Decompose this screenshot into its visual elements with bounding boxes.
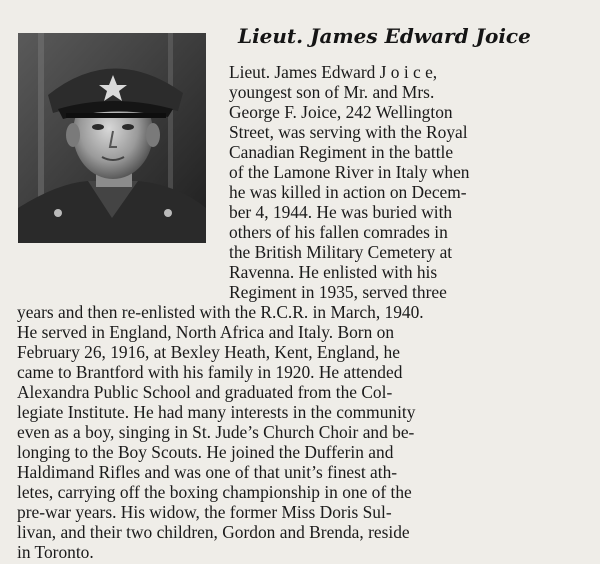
- portrait-photo: [18, 33, 206, 243]
- body-line: Lieut. James Edward J o i c e,: [229, 62, 438, 82]
- body-line: years and then re-enlisted with the R.C.R. in March, 1940.: [17, 302, 424, 322]
- body-line: Ravenna. He enlisted with his: [229, 262, 438, 282]
- body-line: He served in England, North Africa and Italy. Born on: [17, 322, 395, 342]
- body-line: Haldimand Rifles and was one of that unit’s finest ath-: [17, 462, 398, 482]
- body-line: Street, was serving with the Royal: [229, 122, 468, 142]
- body-line: letes, carrying off the boxing championship in one of the: [17, 482, 412, 502]
- body-line: ber 4, 1944. He was buried with: [229, 202, 453, 222]
- body-line: he was killed in action on Decem-: [229, 182, 467, 202]
- body-line: others of his fallen comrades in: [229, 222, 448, 242]
- body-line: legiate Institute. He had many interests in the community: [17, 402, 416, 422]
- body-line: February 26, 1916, at Bexley Heath, Kent, England, he: [17, 342, 400, 362]
- body-line: youngest son of Mr. and Mrs.: [229, 82, 435, 102]
- memorial-title: Lieut. James Edward Joice: [238, 24, 531, 48]
- body-line: Alexandra Public School and graduated from the Col-: [17, 382, 393, 402]
- body-line: Regiment in 1935, served three: [229, 282, 447, 302]
- body-line: in Toronto.: [17, 542, 94, 562]
- body-line: livan, and their two children, Gordon and Brenda, reside: [17, 522, 410, 542]
- body-line: the British Military Cemetery at: [229, 242, 453, 262]
- body-line: pre-war years. His widow, the former Miss Doris Sul-: [17, 502, 392, 522]
- soldier-portrait-photo-icon: [18, 33, 206, 243]
- body-line: Canadian Regiment in the battle: [229, 142, 454, 162]
- body-line: longing to the Boy Scouts. He joined the Dufferin and: [17, 442, 394, 462]
- body-line: of the Lamone River in Italy when: [229, 162, 470, 182]
- body-line: came to Brantford with his family in 1920. He attended: [17, 362, 403, 382]
- body-line: George F. Joice, 242 Wellington: [229, 102, 453, 122]
- body-line: even as a boy, singing in St. Jude’s Church Choir and be-: [17, 422, 415, 442]
